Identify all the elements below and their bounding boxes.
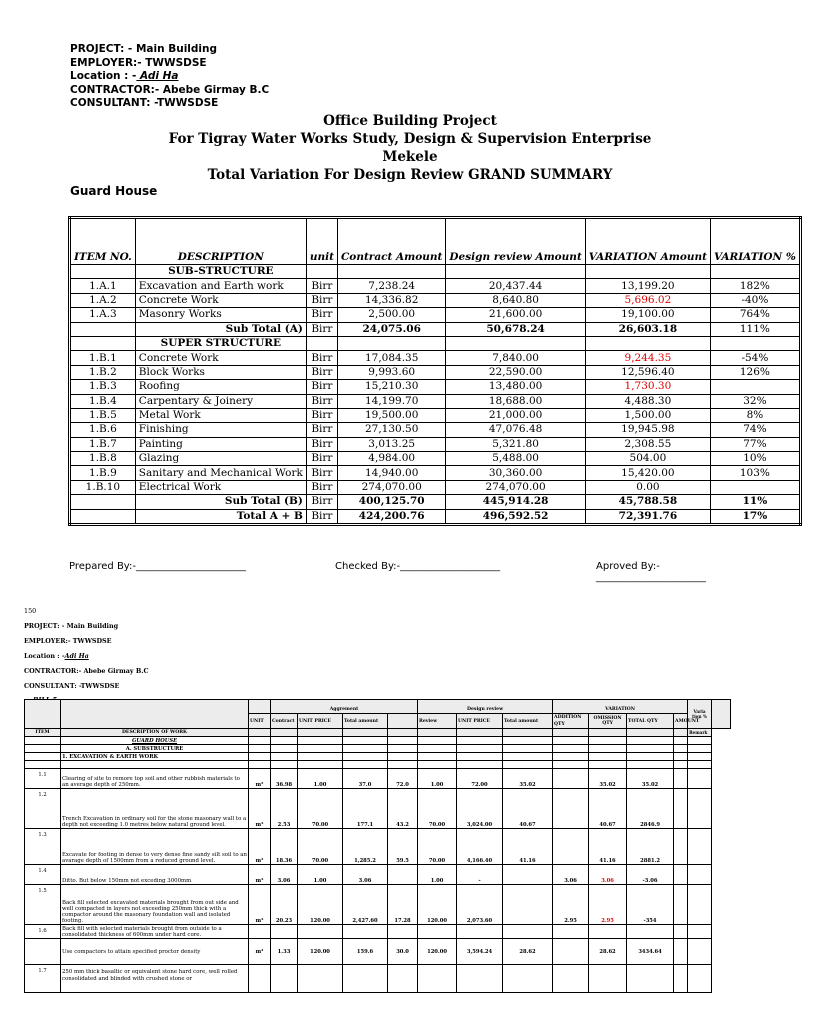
total-label: Total A + B [135, 509, 306, 524]
summary-header-row [70, 218, 801, 265]
consultant-line: CONSULTANT: -TWWSDSE [24, 682, 120, 690]
bill-item: 1.1 [25, 769, 61, 789]
col-omission-qty: OMISSION QTY [589, 714, 627, 729]
bill-review [388, 865, 418, 885]
bill-total-2: 72.00 [457, 769, 503, 789]
variation-pct: 32% [711, 394, 801, 408]
bill-unit-price-2: 120.00 [418, 885, 457, 925]
bill-total-qty: 3.06 [589, 865, 627, 885]
variation-pct: 77% [711, 437, 801, 451]
item-no: 1.B.7 [70, 437, 136, 451]
item-desc: Glazing [135, 452, 306, 466]
bill-addition [503, 865, 553, 885]
bill-heading-guard [25, 737, 731, 745]
item-desc: Finishing [135, 423, 306, 437]
contractor-line: CONTRACTOR:- Abebe Girmay B.C [24, 667, 149, 675]
project-header [70, 43, 269, 111]
bill-unit-price-2: 1.00 [418, 865, 457, 885]
bill-omission [553, 769, 589, 789]
review-amount: 274,070.00 [446, 480, 585, 494]
review-amount: 20,437.44 [446, 279, 585, 293]
item-desc: Roofing [135, 380, 306, 394]
bill-item: 1.4 [25, 865, 61, 885]
bill-total-qty: 2.95 [589, 885, 627, 925]
contract-amount: 3,013.25 [337, 437, 445, 451]
item-unit: Birr [306, 423, 337, 437]
bill-total-2: 2,073.60 [457, 885, 503, 925]
review-amount: 47,076.48 [446, 423, 585, 437]
bill-total-2: 3,024.00 [457, 789, 503, 829]
summary-row [70, 351, 801, 365]
bill-page-header [24, 604, 149, 706]
bill-total-qty: 28.62 [589, 939, 627, 965]
summary-row [70, 466, 801, 480]
bill-row [25, 939, 731, 965]
item-unit: Birr [306, 509, 337, 524]
contract-amount: 14,199.70 [337, 394, 445, 408]
bill-heading-sub [25, 745, 731, 753]
bill-desc: Excavate for footing in dense to very dense fine sandy silt soil to an avarage depth of 1500mm from a reduced ground level. [61, 829, 249, 865]
review-amount: 21,600.00 [446, 308, 585, 322]
bill-contract: 18.36 [271, 829, 298, 865]
document-titles [0, 112, 820, 184]
variation-pct: 17% [711, 509, 801, 524]
summary-row [70, 437, 801, 451]
bill-review: 30.0 [388, 939, 418, 965]
title-line-4: Total Variation For Design Review GRAND SUMMARY [207, 167, 613, 183]
variation-pct [711, 480, 801, 494]
summary-row [70, 308, 801, 322]
bill-item: 1.6 [25, 925, 61, 939]
item-unit: Birr [306, 308, 337, 322]
item-no: 1.B.3 [70, 380, 136, 394]
item-desc: Block Works [135, 365, 306, 379]
bill-desc: 250 mm thick basaltic or equivalent stone hard core, well rolled consolidated and blinded with crushed stone or [61, 965, 249, 993]
item-unit: Birr [306, 437, 337, 451]
bill-row [25, 885, 731, 925]
bill-contract: 36.98 [271, 769, 298, 789]
review-amount: 5,488.00 [446, 452, 585, 466]
title-line-3: Mekele [382, 149, 438, 165]
contract-amount: 14,940.00 [337, 466, 445, 480]
bill-unit-price: 1.00 [298, 865, 343, 885]
bill-omission [553, 939, 589, 965]
bill-addition: 35.02 [503, 769, 553, 789]
item-no: 1.B.9 [70, 466, 136, 480]
bill-review: 59.5 [388, 829, 418, 865]
variation-pct: 764% [711, 308, 801, 322]
variation-amount: 26,603.18 [585, 322, 710, 336]
contract-amount: 24,075.06 [337, 322, 445, 336]
bill-item: 1.5 [25, 885, 61, 925]
bill-total: 37.0 [343, 769, 388, 789]
excavation-section-label: 1. EXCAVATION & EARTH WORK [61, 753, 249, 761]
variation-amount: 4,488.30 [585, 394, 710, 408]
guard-house-label: GUARD HOUSE [61, 737, 249, 745]
item-no: 1.A.3 [70, 308, 136, 322]
bill-unit-price: 70.00 [298, 829, 343, 865]
bill-desc: Clearing of site to remore top soil and other rubbish materials to an average depth of 250mm. [61, 769, 249, 789]
contract-amount: 400,125.70 [337, 495, 445, 509]
variation-amount: 19,100.00 [585, 308, 710, 322]
variation-amount: 15,420.00 [585, 466, 710, 480]
bill-unit: m³ [249, 865, 271, 885]
item-no: 1.A.1 [70, 279, 136, 293]
item-unit: Birr [306, 466, 337, 480]
bill-unit-price-2: 70.00 [418, 829, 457, 865]
employer-line: EMPLOYER:- TWWSDSE [70, 56, 207, 69]
bill-unit-price: 1.00 [298, 769, 343, 789]
contract-amount: 19,500.00 [337, 408, 445, 422]
summary-row [70, 293, 801, 307]
variation-amount: 2,308.55 [585, 437, 710, 451]
col-remark: Remark [688, 729, 712, 737]
project-line: PROJECT: - Main Building [24, 622, 119, 630]
contract-amount: 2,500.00 [337, 308, 445, 322]
item-desc: Metal Work [135, 408, 306, 422]
review-amount: 5,321.80 [446, 437, 585, 451]
variation-amount: 5,696.02 [585, 293, 710, 307]
item-no: 1.B.4 [70, 394, 136, 408]
title-line-1: Office Building Project [323, 113, 497, 129]
bill-row [25, 829, 731, 865]
col-unit: UNIT [250, 718, 264, 724]
col-total-amount-2: Total amount [504, 718, 539, 724]
summary-row [70, 408, 801, 422]
bill-amount: 2846.9 [627, 789, 674, 829]
item-desc: Masonry Works [135, 308, 306, 322]
consultant-line: CONSULTANT: -TWWSDSE [70, 97, 219, 109]
contract-amount: 27,130.50 [337, 423, 445, 437]
contract-amount: 9,993.60 [337, 365, 445, 379]
col-total-amount: Total amount [344, 718, 379, 724]
contract-amount: 15,210.30 [337, 380, 445, 394]
variation-amount: 1,500.00 [585, 408, 710, 422]
subtotal-a-row [70, 322, 801, 336]
variation-pct: 126% [711, 365, 801, 379]
item-no: 1.B.5 [70, 408, 136, 422]
summary-row [70, 423, 801, 437]
col-review: Review [419, 718, 438, 724]
bill-total: 159.6 [343, 939, 388, 965]
item-unit: Birr [306, 452, 337, 466]
variation-pct: 10% [711, 452, 801, 466]
contractor-line: CONTRACTOR:- Abebe Girmay B.C [70, 83, 270, 96]
bill-contract: 3.06 [271, 865, 298, 885]
bill-row [25, 769, 731, 789]
summary-row [70, 394, 801, 408]
summary-row [70, 279, 801, 293]
variation-pct: 182% [711, 279, 801, 293]
bill-unit: m³ [249, 885, 271, 925]
bill-total: 3.06 [343, 865, 388, 885]
item-unit: Birr [306, 322, 337, 336]
variation-pct: 11% [711, 495, 801, 509]
item-desc: Electrical Work [135, 480, 306, 494]
bill-total-qty: 40.67 [589, 789, 627, 829]
variation-amount: 504.00 [585, 452, 710, 466]
bill-total-2: - [457, 865, 503, 885]
col-amount: AMOUNT [675, 718, 700, 724]
bill-unit: m³ [249, 939, 271, 965]
item-unit: Birr [306, 279, 337, 293]
item-no: 1.B.8 [70, 452, 136, 466]
bill-addition [503, 885, 553, 925]
bill-omission: 2.95 [553, 885, 589, 925]
bill-item: 1.7 [25, 965, 61, 993]
variation-pct: -54% [711, 351, 801, 365]
col-item-no: ITEM NO. [70, 218, 136, 265]
bill-review: 17.28 [388, 885, 418, 925]
bill-omission [553, 789, 589, 829]
group-design-review: Design review [418, 700, 553, 714]
bill-row [25, 965, 731, 993]
item-unit: Birr [306, 394, 337, 408]
bill-heading-sec1 [25, 753, 731, 761]
bill-unit-price: 120.00 [298, 885, 343, 925]
section-row-superstructure [70, 336, 801, 350]
review-amount: 13,480.00 [446, 380, 585, 394]
section-label: SUPER STRUCTURE [135, 336, 306, 350]
variation-pct: -40% [711, 293, 801, 307]
section-row-substructure [70, 265, 801, 279]
bill-review: 43.2 [388, 789, 418, 829]
bill-item: 1.2 [25, 789, 61, 829]
location-line: Location : -Adi Ha [24, 652, 89, 660]
item-unit: Birr [306, 380, 337, 394]
col-addition-qty: ADDITION QTY [554, 715, 582, 728]
subtotal-label: Sub Total (B) [135, 495, 306, 509]
bill-of-quantities-table [24, 699, 731, 993]
bill-amount: -3.06 [627, 865, 674, 885]
col-design-review-amount: Design review Amount [446, 218, 585, 265]
item-desc: Painting [135, 437, 306, 451]
group-variation: VARIATION [553, 700, 688, 714]
employer-line: EMPLOYER:- TWWSDSE [24, 637, 112, 645]
item-unit: Birr [306, 351, 337, 365]
col-contract-amount: Contract Amount [337, 218, 445, 265]
bill-total-2: 4,166.40 [457, 829, 503, 865]
subtotal-label: Sub Total (A) [135, 322, 306, 336]
bill-total-2: 3,594.24 [457, 939, 503, 965]
item-no: 1.B.6 [70, 423, 136, 437]
col-variation-pct: Varia tion % [692, 709, 707, 720]
item-no: 1.A.2 [70, 293, 136, 307]
item-unit: Birr [306, 365, 337, 379]
item-unit: Birr [306, 495, 337, 509]
bill-desc: Back fill selected excavated materials brought from out side and well compacted in layers not exceeding 250mm thick with a compactor around the masonary foundation wall and isolated footing. [61, 885, 249, 925]
bill-desc: Use compactors to attain specified proctor density [61, 939, 249, 965]
variation-pct: 8% [711, 408, 801, 422]
prepared-by: Prepared By:-______________________ [69, 561, 246, 572]
col-unit: unit [306, 218, 337, 265]
bill-total-qty: 35.02 [589, 769, 627, 789]
bill-unit: m³ [249, 789, 271, 829]
item-desc: Carpentary & Joinery [135, 394, 306, 408]
review-amount: 496,592.52 [446, 509, 585, 524]
bill-omission [553, 829, 589, 865]
review-amount: 21,000.00 [446, 408, 585, 422]
variation-pct: 74% [711, 423, 801, 437]
bill-unit-price-2: 1.00 [418, 769, 457, 789]
section-label: SUB-STRUCTURE [135, 265, 306, 279]
item-desc: Sanitary and Mechanical Work [135, 466, 306, 480]
review-amount: 7,840.00 [446, 351, 585, 365]
bill-row [25, 865, 731, 885]
bill-unit-price: 70.00 [298, 789, 343, 829]
bill-contract: 1.33 [271, 939, 298, 965]
variation-amount: 1,730.30 [585, 380, 710, 394]
grand-total-row [70, 509, 801, 524]
summary-row [70, 365, 801, 379]
bill-item: 1.3 [25, 829, 61, 865]
variation-amount: 9,244.35 [585, 351, 710, 365]
col-description: DESCRIPTION [135, 218, 306, 265]
bill-amount: 35.02 [627, 769, 674, 789]
item-desc: Excavation and Earth work [135, 279, 306, 293]
variation-pct [711, 380, 801, 394]
grand-summary-table [68, 216, 802, 526]
contract-amount: 4,984.00 [337, 452, 445, 466]
page-number: 150 [24, 607, 37, 615]
item-desc: Concrete Work [135, 293, 306, 307]
col-total-qty: TOTAL QTY [628, 718, 658, 724]
title-line-2: For Tigray Water Works Study, Design & Supervision Enterprise [168, 131, 652, 147]
review-amount: 8,640.80 [446, 293, 585, 307]
bill-amount: 2881.2 [627, 829, 674, 865]
item-unit: Birr [306, 408, 337, 422]
col-variation-amount: VARIATION Amount [585, 218, 710, 265]
review-amount: 50,678.24 [446, 322, 585, 336]
item-desc: Concrete Work [135, 351, 306, 365]
col-contract: Contract [272, 718, 295, 724]
bill-addition: 28.62 [503, 939, 553, 965]
bill-contract: 2.53 [271, 789, 298, 829]
bill-addition: 40.67 [503, 789, 553, 829]
col-variation-pct: VARIATION % [711, 218, 801, 265]
bill-addition: 41.16 [503, 829, 553, 865]
subtotal-b-row [70, 495, 801, 509]
substructure-label: A. SUBSTRUCTURE [61, 745, 249, 753]
review-amount: 30,360.00 [446, 466, 585, 480]
col-unit-price: UNIT PRICE [299, 718, 331, 724]
variation-amount: 72,391.76 [585, 509, 710, 524]
bill-desc: Ditto. But below 150mm not exceding 3000mm [61, 865, 249, 885]
project-line: PROJECT: - Main Building [70, 43, 217, 55]
variation-amount: 19,945.98 [585, 423, 710, 437]
approved-by: Aproved By:-______________________ [596, 561, 706, 583]
bill-total: 177.1 [343, 789, 388, 829]
bill-amount: -354 [627, 885, 674, 925]
variation-pct: 111% [711, 322, 801, 336]
contract-amount: 7,238.24 [337, 279, 445, 293]
bill-omission: 3.06 [553, 865, 589, 885]
item-unit: Birr [306, 293, 337, 307]
contract-amount: 17,084.35 [337, 351, 445, 365]
contract-amount: 14,336.82 [337, 293, 445, 307]
summary-row [70, 452, 801, 466]
summary-row [70, 380, 801, 394]
bill-amount: 3434.64 [627, 939, 674, 965]
variation-amount: 12,596.40 [585, 365, 710, 379]
bill-unit: m³ [249, 829, 271, 865]
bill-group-header-row [25, 700, 731, 714]
variation-amount: 45,788.58 [585, 495, 710, 509]
review-amount: 445,914.28 [446, 495, 585, 509]
checked-by: Checked By:-____________________ [335, 561, 501, 572]
group-agreement: Aggrement [271, 700, 418, 714]
bill-review: 72.0 [388, 769, 418, 789]
bill-item [25, 939, 61, 965]
bill-row [25, 789, 731, 829]
col-item: ITEM [25, 729, 61, 737]
variation-pct: 103% [711, 466, 801, 480]
variation-amount: 13,199.20 [585, 279, 710, 293]
bill-unit: m² [249, 769, 271, 789]
contract-amount: 274,070.00 [337, 480, 445, 494]
item-no: 1.B.1 [70, 351, 136, 365]
guard-house-heading: Guard House [70, 184, 158, 198]
bill-row [25, 925, 731, 939]
bill-contract: 20.23 [271, 885, 298, 925]
summary-row [70, 480, 801, 494]
variation-amount: 0.00 [585, 480, 710, 494]
bill-desc: Back fill with selected materials brought from outside to a consolidated thickness of 600mm under hard core. [61, 925, 249, 939]
bill-desc: Trench Excavation in ordinary soil for the stone masonary wall to a depth not exceeding 1.0 metres below natural ground level. [61, 789, 249, 829]
bill-total: 1,285.2 [343, 829, 388, 865]
bill-unit-price-2: 120.00 [418, 939, 457, 965]
col-description: DESCRIPTION OF WORK [61, 729, 249, 737]
item-no: 1.B.2 [70, 365, 136, 379]
contract-amount: 424,200.76 [337, 509, 445, 524]
item-unit: Birr [306, 480, 337, 494]
bill-total-qty: 41.16 [589, 829, 627, 865]
item-no: 1.B.10 [70, 480, 136, 494]
col-unit-price-2: UNIT PRICE [458, 718, 490, 724]
bill-unit-price-2: 70.00 [418, 789, 457, 829]
review-amount: 22,590.00 [446, 365, 585, 379]
bill-total: 2,427.60 [343, 885, 388, 925]
location-line: Location : - Adi Ha [70, 70, 179, 82]
bill-unit-price: 120.00 [298, 939, 343, 965]
review-amount: 18,688.00 [446, 394, 585, 408]
